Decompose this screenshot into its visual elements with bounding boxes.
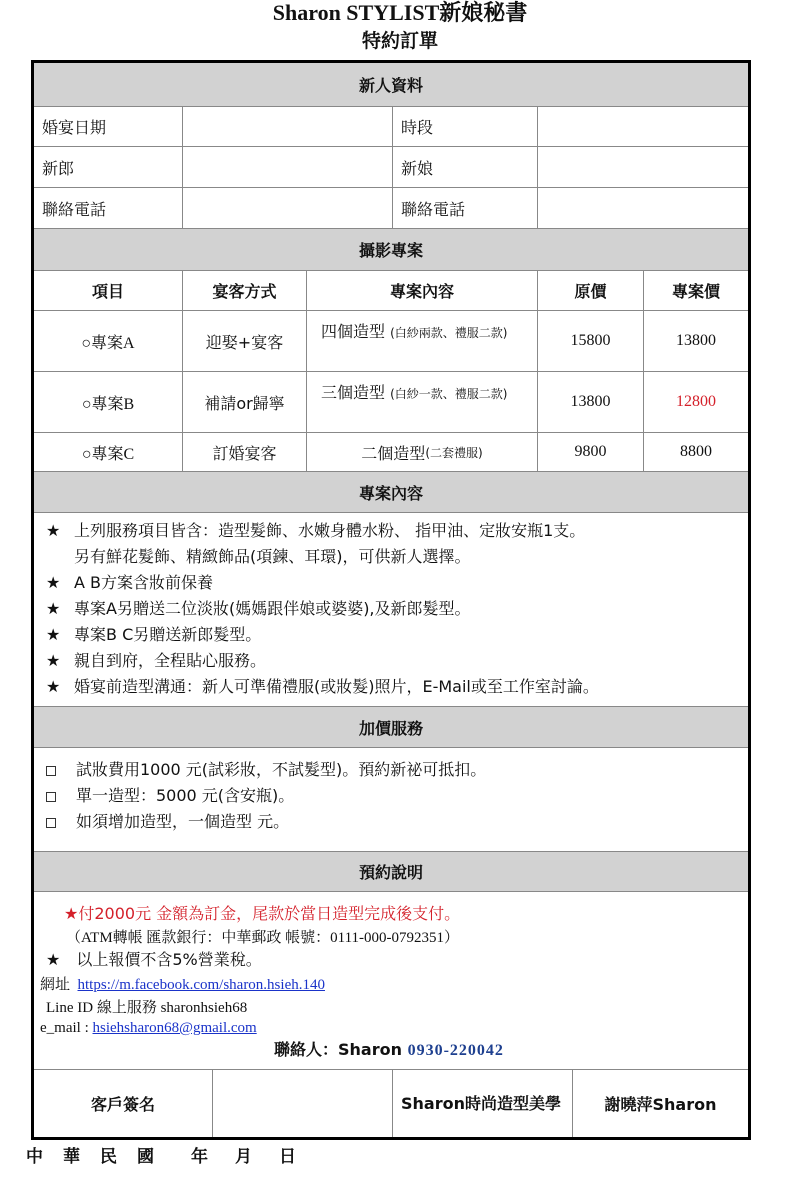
section-content-header	[34, 472, 748, 513]
addon-item: 試妝費用1000 元(試彩妝，不試髮型)。預約新祕可抵扣。	[42, 758, 486, 782]
email-line	[40, 1016, 257, 1040]
wedding-date-label: 婚宴日期	[42, 118, 107, 137]
package-original-price: 13800	[537, 372, 643, 432]
checkbox[interactable]	[46, 766, 56, 776]
package-original-price: 9800	[537, 433, 643, 471]
addon-item: 單一造型：5000 元(含安瓶)。	[42, 784, 294, 808]
package-content-main: 四個造型	[321, 322, 386, 341]
package-row-a	[34, 311, 748, 372]
package-content-main: 二個造型	[361, 443, 426, 463]
contact-line	[274, 1038, 504, 1063]
package-mode: 訂婚宴客	[182, 433, 306, 471]
checkbox[interactable]	[46, 792, 56, 802]
package-row-c	[34, 433, 748, 472]
email-link[interactable]: hsiehsharon68@gmail.com	[92, 1020, 257, 1036]
content-list	[34, 513, 748, 707]
section-booking-header	[34, 852, 748, 892]
deposit-note: ★付2000元 金額為訂金，尾款於當日造型完成後支付。	[64, 904, 461, 923]
section-title: 新人資料	[358, 76, 423, 95]
content-item: ★ A B方案含妝前保養	[46, 571, 213, 595]
website-line	[40, 972, 325, 997]
contact-phone[interactable]: 0930-220042	[407, 1042, 504, 1059]
col-original-price: 原價	[537, 271, 643, 310]
year-label: 年	[191, 1147, 208, 1167]
couple-row-date	[34, 107, 748, 147]
package-content	[306, 372, 537, 432]
package-content	[306, 311, 537, 371]
email-label: e_mail :	[40, 1020, 93, 1036]
groom-field[interactable]	[182, 147, 392, 187]
bride-label: 新娘	[392, 147, 537, 187]
month-label: 月	[235, 1147, 252, 1167]
section-title: 攝影專案	[358, 241, 423, 260]
website-link[interactable]: https://m.facebook.com/sharon.hsieh.140	[77, 977, 325, 993]
package-row-b	[34, 372, 748, 433]
line-id: Line ID 線上服務 sharonhsieh68	[46, 1000, 248, 1016]
package-price: 8800	[643, 433, 748, 471]
section-title: 專案內容	[358, 483, 423, 503]
package-content-note: (白紗一款、禮服二款)	[390, 387, 508, 401]
package-mode: 迎娶+宴客	[182, 311, 306, 371]
package-item[interactable]: ○專案B	[81, 395, 135, 413]
content-item: ★ 專案A另贈送二位淡妝(媽媽跟伴娘或婆婆),及新郎髮型。	[46, 597, 471, 621]
star-icon: ★	[46, 677, 61, 696]
star-icon: ★	[46, 625, 61, 644]
star-icon: ★	[46, 599, 61, 618]
groom-label: 新郎	[42, 158, 75, 178]
package-content-note: (二套禮服)	[425, 445, 483, 460]
phone-label-1: 聯絡電話	[42, 199, 107, 219]
checkbox[interactable]	[46, 818, 56, 828]
section-addons-header	[34, 707, 748, 748]
col-mode: 宴客方式	[182, 271, 306, 310]
phone-label-2: 聯絡電話	[392, 188, 537, 228]
bride-field[interactable]	[537, 147, 748, 187]
addon-item: 如須增加造型，一個造型 元。	[42, 810, 289, 834]
section-packages-header	[34, 229, 748, 271]
package-mode: 補請or歸寧	[182, 372, 306, 432]
content-item: 另有鮮花髮飾、精緻飾品(項鍊、耳環)，可供新人選擇。	[74, 547, 471, 566]
couple-row-names	[34, 147, 748, 188]
order-form	[31, 60, 751, 1140]
package-price-highlight: 12800	[643, 372, 748, 432]
package-content-main: 三個造型	[321, 383, 386, 402]
day-label: 日	[279, 1147, 296, 1167]
package-table-header	[34, 271, 748, 311]
client-signature-label: 客戶簽名	[90, 1095, 155, 1114]
package-content-note: (白紗兩款、禮服二款)	[390, 326, 508, 340]
package-price: 13800	[643, 311, 748, 371]
star-icon: ★	[46, 651, 61, 670]
star-icon: ★	[46, 573, 61, 592]
studio-label: Sharon時尚造型美學	[392, 1070, 572, 1137]
content-item: ★ 親自到府，全程貼心服務。	[46, 649, 266, 673]
addons-list	[34, 748, 748, 852]
content-item: ★ 上列服務項目皆含：造型髮飾、水嫩身體水粉、 指甲油、定妝安瓶1支。	[46, 519, 585, 543]
content-item: ★ 婚宴前造型溝通：新人可準備禮服(或妝髮)照片，E-Mail或至工作室討論。	[46, 675, 599, 699]
section-title: 加價服務	[358, 718, 423, 738]
signature-row	[34, 1070, 748, 1137]
content-item: ★ 專案B C另贈送新郎髮型。	[46, 623, 261, 647]
time-slot-label: 時段	[392, 107, 537, 146]
roc-date-line: 中 華 民 國 年 月 日	[26, 1142, 296, 1167]
contact-label: 聯絡人：Sharon	[274, 1040, 408, 1059]
atm-note: （ATM轉帳 匯款銀行：中華郵政 帳號：0111-000-0792351）	[66, 930, 460, 946]
col-content: 專案內容	[306, 271, 537, 310]
section-title: 預約說明	[358, 863, 423, 882]
col-item: 項目	[91, 282, 124, 301]
booking-notes	[34, 892, 748, 1070]
stylist-name: 謝曉萍Sharon	[572, 1070, 748, 1137]
package-item[interactable]: ○專案C	[81, 445, 135, 463]
section-couple-header	[34, 63, 748, 107]
col-package-price: 專案價	[643, 271, 748, 310]
phone-field-2[interactable]	[537, 188, 748, 228]
time-slot-field[interactable]	[537, 107, 748, 146]
page-title: Sharon STYLIST新娘秘書	[272, 0, 528, 25]
couple-row-phones	[34, 188, 748, 229]
star-icon: ★	[46, 521, 61, 540]
client-signature-field[interactable]	[212, 1070, 392, 1137]
wedding-date-field[interactable]	[182, 107, 392, 146]
tax-note: ★ 以上報價不含5%營業稅。	[46, 950, 262, 969]
package-content	[306, 433, 537, 471]
package-original-price: 15800	[537, 311, 643, 371]
website-label: 網址	[40, 975, 71, 993]
phone-field-1[interactable]	[182, 188, 392, 228]
package-item[interactable]: ○專案A	[81, 334, 135, 352]
page-subtitle: 特約訂單	[361, 30, 438, 52]
